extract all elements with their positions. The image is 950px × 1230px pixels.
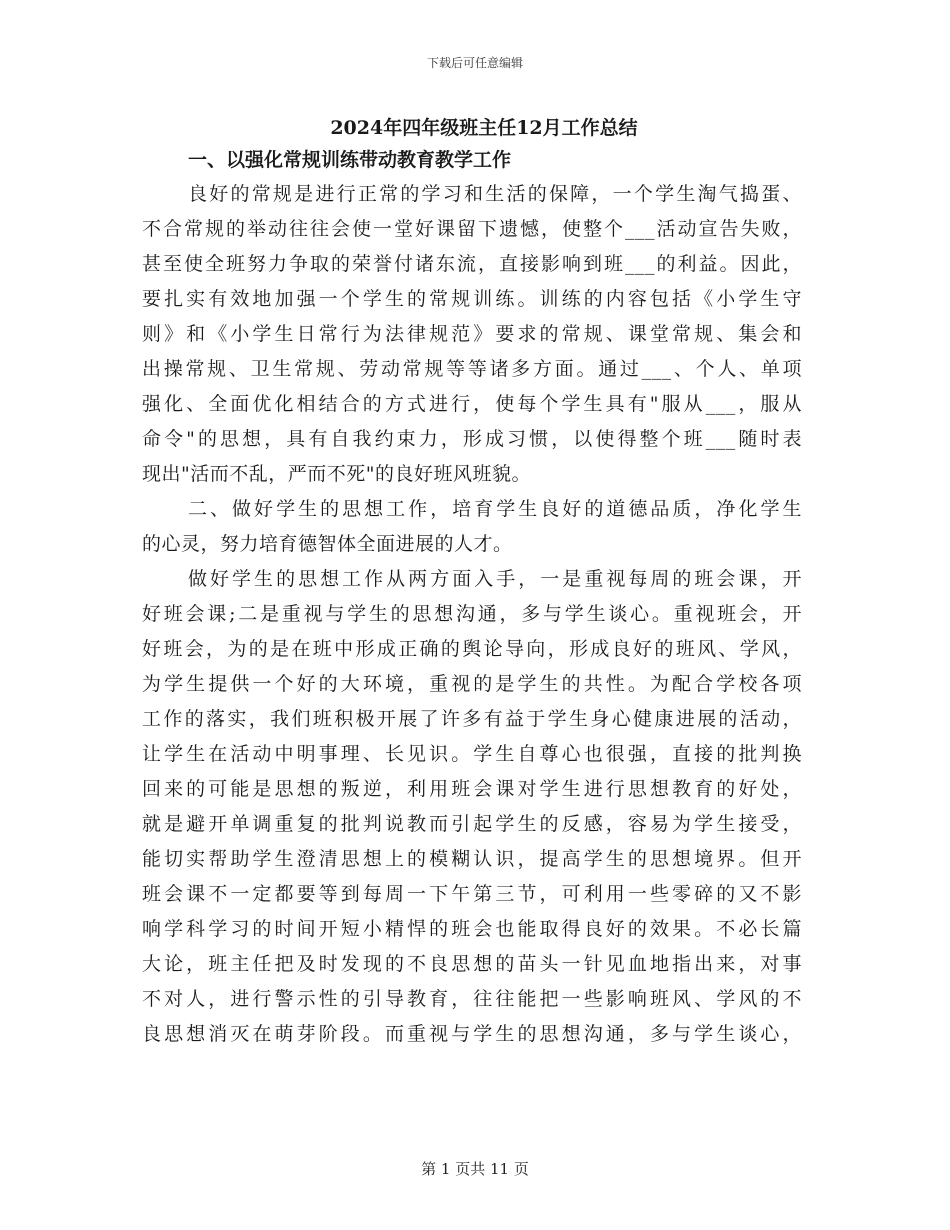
paragraph-line: 命令"的思想，具有自我约束力，形成习惯，以使得整个班___随时表	[142, 428, 802, 450]
paragraph-line: 让学生在活动中明事理、长见识。学生自尊心也很强，直接的批判换	[142, 743, 802, 765]
paragraph-line: 班会课不一定都要等到每周一下午第三节，可利用一些零碎的又不影	[142, 883, 802, 905]
paragraph-line: 强化、全面优化相结合的方式进行，使每个学生具有"服从___，服从	[142, 393, 802, 415]
paragraph-line: 要扎实有效地加强一个学生的常规训练。训练的内容包括《小学生守	[142, 288, 802, 310]
paragraph-line: 好班会课;二是重视与学生的思想沟通，多与学生谈心。重视班会，开	[142, 603, 802, 625]
document-body	[142, 112, 802, 1052]
paragraph-line: 能切实帮助学生澄清思想上的模糊认识，提高学生的思想境界。但开	[142, 848, 802, 870]
paragraph-line: 的心灵，努力培育德智体全面进展的人才。	[142, 533, 513, 555]
paragraph-routine-training	[142, 177, 802, 492]
paragraph-line: 响学科学习的时间开短小精悍的班会也能取得良好的效果。不必长篇	[142, 918, 802, 940]
page-number-footer: 第 1 页共 11 页	[421, 1160, 529, 1178]
paragraph-line: 二、做好学生的思想工作，培育学生良好的道德品质，净化学生	[188, 498, 802, 520]
paragraph-line: 为学生提供一个好的大环境，重视的是学生的共性。为配合学校各项	[142, 673, 802, 695]
paragraph-line: 良好的常规是进行正常的学习和生活的保障，一个学生淘气捣蛋、	[188, 183, 802, 205]
paragraph-line: 良思想消灭在萌芽阶段。而重视与学生的思想沟通，多与学生谈心，	[142, 1023, 802, 1045]
paragraph-line: 好班会，为的是在班中形成正确的舆论导向，形成良好的班风、学风，	[142, 638, 802, 660]
document-title: 2024年四年级班主任12月工作总结	[330, 117, 638, 139]
paragraph-line: 不合常规的举动往往会使一堂好课留下遗憾，使整个___活动宣告失败，	[142, 218, 802, 240]
paragraph-line: 则》和《小学生日常行为法律规范》要求的常规、课堂常规、集会和	[142, 323, 802, 345]
section-heading: 一、以强化常规训练带动教育教学工作	[188, 149, 512, 171]
header-note: 下载后可任意编辑	[426, 56, 523, 70]
paragraph-line: 做好学生的思想工作从两方面入手，一是重视每周的班会课，开	[188, 568, 802, 590]
paragraph-line: 不对人，进行警示性的引导教育，往往能把一些影响班风、学风的不	[142, 988, 802, 1010]
paragraph-line: 出操常规、卫生常规、劳动常规等等诸多方面。通过___、个人、单项	[142, 358, 802, 380]
paragraph-line: 就是避开单调重复的批判说教而引起学生的反感，容易为学生接受，	[142, 813, 802, 835]
paragraph-line: 回来的可能是思想的叛逆，利用班会课对学生进行思想教育的好处，	[142, 778, 802, 800]
paragraph-line: 大论，班主任把及时发现的不良思想的苗头一针见血地指出来，对事	[142, 953, 802, 975]
paragraph-line: 甚至使全班努力争取的荣誉付诸东流，直接影响到班___的利益。因此，	[142, 253, 802, 275]
paragraph-ideological-work	[142, 562, 802, 1052]
paragraph-line: 现出"活而不乱，严而不死"的良好班风班貌。	[142, 463, 531, 485]
paragraph-line: 工作的落实，我们班积极开展了许多有益于学生身心健康进展的活动，	[142, 708, 802, 730]
paragraph-ideological-work-heading	[142, 492, 802, 562]
